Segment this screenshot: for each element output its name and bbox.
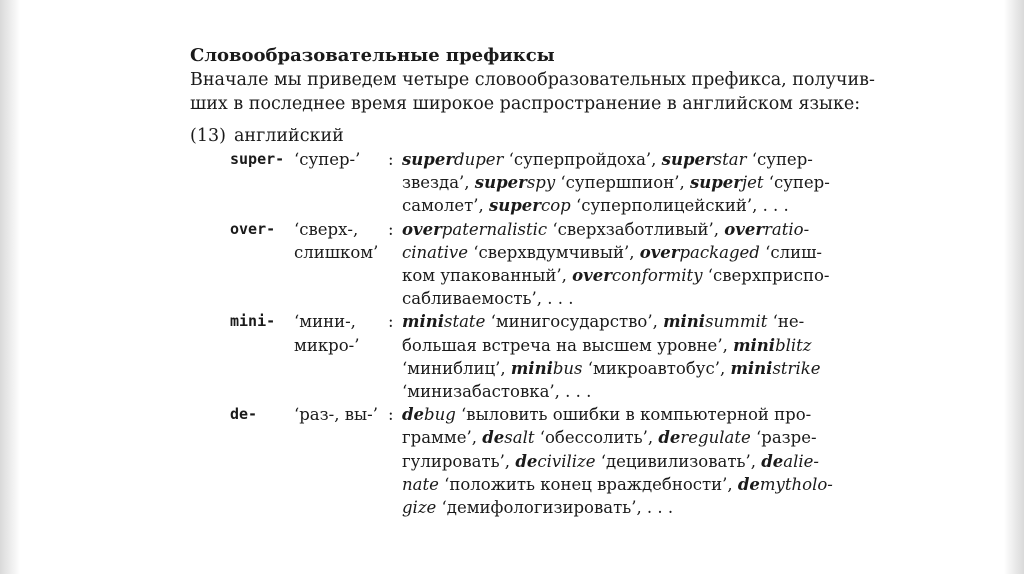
intro-line: Вначале мы приведем четыре словообразовательных префикса, получив- bbox=[190, 70, 875, 90]
example-line bbox=[402, 473, 850, 496]
prefix-gloss bbox=[294, 310, 388, 403]
example-number: (13) bbox=[190, 126, 226, 146]
example-word bbox=[511, 359, 583, 378]
gloss-text: ‘не- bbox=[767, 312, 805, 332]
prefix-term: de- bbox=[230, 405, 258, 424]
gloss-line: микро-’ bbox=[294, 335, 360, 355]
word-prefix: de bbox=[761, 451, 784, 471]
example-word bbox=[663, 312, 767, 331]
intro-paragraph bbox=[190, 68, 875, 116]
word-stem: bus bbox=[552, 358, 583, 378]
word-prefix: mini bbox=[733, 335, 776, 355]
word-stem: ratio- bbox=[764, 219, 810, 239]
gloss-text: ‘суперполицейский’, . . . bbox=[570, 196, 789, 216]
word-stem: conformity bbox=[611, 266, 703, 286]
example-line bbox=[402, 357, 850, 380]
example-word bbox=[402, 405, 456, 424]
prefix-term: over- bbox=[230, 219, 276, 238]
word-prefix: super bbox=[488, 196, 541, 216]
word-prefix: de bbox=[658, 428, 681, 448]
colon-separator: : bbox=[388, 312, 394, 332]
colon-separator: : bbox=[388, 219, 394, 239]
word-prefix: mini bbox=[663, 312, 706, 332]
word-prefix: over bbox=[402, 219, 442, 239]
example-line bbox=[402, 218, 850, 241]
word-prefix: over bbox=[572, 266, 612, 286]
word-stem: blitz bbox=[775, 335, 812, 355]
word-stem: regulate bbox=[680, 428, 751, 448]
gloss-text: ком упакованный’, bbox=[402, 266, 573, 286]
word-prefix: super bbox=[474, 173, 527, 193]
gloss-text: ‘положить конец враждебности’, bbox=[438, 474, 738, 494]
example-word bbox=[738, 475, 833, 494]
example-line bbox=[402, 450, 850, 473]
word-stem: summit bbox=[705, 312, 768, 332]
example-header bbox=[190, 124, 850, 148]
gloss-text: ‘суперпройдоха’, bbox=[503, 150, 662, 169]
gloss-text: ‘демифологизировать’, . . . bbox=[436, 498, 674, 518]
example-line bbox=[402, 194, 850, 217]
gloss-text: гулировать’, bbox=[402, 451, 516, 471]
gloss-line: ‘сверх-, bbox=[294, 219, 359, 239]
example-word bbox=[662, 150, 747, 169]
prefix-gloss bbox=[294, 403, 388, 519]
gloss-text: звезда’, bbox=[402, 173, 475, 193]
prefix-term: mini- bbox=[230, 312, 276, 331]
gloss-text: ‘сверхвдумчивый’, bbox=[467, 242, 640, 262]
prefix-row bbox=[230, 218, 850, 311]
example-line bbox=[402, 426, 850, 449]
gloss-text: ‘супер- bbox=[763, 173, 830, 193]
example-line bbox=[402, 287, 850, 310]
prefix-row bbox=[230, 310, 850, 403]
colon-separator: : bbox=[388, 405, 394, 425]
word-prefix: super bbox=[402, 150, 455, 169]
word-prefix: over bbox=[724, 219, 765, 239]
example-line bbox=[402, 403, 850, 426]
word-prefix: de bbox=[402, 405, 425, 425]
word-stem: duper bbox=[454, 150, 504, 169]
colon-separator: : bbox=[388, 150, 394, 169]
word-prefix: mini bbox=[510, 358, 553, 378]
example-line bbox=[402, 334, 850, 357]
right-frame-edge bbox=[1004, 0, 1024, 574]
word-prefix: de bbox=[482, 428, 505, 448]
left-frame-edge bbox=[0, 0, 20, 574]
example-word bbox=[402, 498, 436, 517]
gloss-text: сабливаемость’, . . . bbox=[402, 289, 574, 309]
gloss-text: ‘сверхзаботливый’, bbox=[547, 219, 725, 239]
example-word bbox=[730, 359, 820, 378]
word-prefix: de bbox=[737, 474, 760, 494]
prefix-term: super- bbox=[230, 150, 285, 168]
gloss-text: ‘минизабастовка’, . . . bbox=[402, 382, 592, 402]
example-line bbox=[402, 241, 850, 264]
example-line bbox=[402, 496, 850, 519]
example-language: английский bbox=[234, 126, 344, 146]
example-word bbox=[489, 196, 571, 215]
prefix-examples bbox=[402, 148, 850, 218]
word-prefix: super bbox=[661, 150, 714, 169]
example-word bbox=[724, 220, 809, 239]
word-stem: nate bbox=[402, 474, 439, 494]
word-stem: bug bbox=[424, 405, 456, 425]
gloss-text: ‘миниблиц’, bbox=[402, 358, 511, 378]
example-word bbox=[640, 243, 760, 262]
example-word bbox=[482, 428, 534, 447]
prefix-examples bbox=[402, 218, 850, 311]
intro-line: ших в последнее время широкое распространение в английском языке: bbox=[190, 94, 861, 114]
gloss-text: ‘супершпион’, bbox=[555, 173, 690, 193]
prefix-examples bbox=[402, 403, 850, 519]
word-stem: mytholo- bbox=[759, 474, 833, 494]
gloss-line: ‘мини-, bbox=[294, 312, 356, 332]
example-line bbox=[402, 148, 850, 171]
prefix-row bbox=[230, 148, 850, 218]
example-line bbox=[402, 264, 850, 287]
gloss-text: ‘выловить ошибки в компьютерной про- bbox=[455, 405, 812, 425]
gloss-line: слишком’ bbox=[294, 242, 379, 262]
example-line bbox=[402, 171, 850, 194]
prefix-examples bbox=[402, 310, 850, 403]
gloss-text: ‘сверхприспо- bbox=[702, 266, 830, 286]
word-prefix: mini bbox=[730, 358, 773, 378]
word-stem: state bbox=[444, 312, 486, 332]
example-word bbox=[402, 312, 485, 331]
word-stem: civilize bbox=[537, 451, 596, 471]
gloss-text: ‘децивилизовать’, bbox=[595, 451, 762, 471]
gloss-text: ‘обессолить’, bbox=[534, 428, 659, 448]
word-stem: cinative bbox=[402, 242, 468, 262]
example-line bbox=[402, 310, 850, 333]
word-stem: star bbox=[713, 150, 747, 169]
example-word bbox=[690, 173, 764, 192]
gloss-text: самолет’, bbox=[402, 196, 489, 216]
gloss-text: грамме’, bbox=[402, 428, 483, 448]
prefix-table bbox=[230, 148, 850, 519]
word-stem: cop bbox=[540, 196, 571, 216]
example-word bbox=[515, 452, 595, 471]
gloss-line: ‘супер-’ bbox=[294, 150, 361, 169]
gloss-line: ‘раз-, вы-’ bbox=[294, 405, 378, 425]
word-prefix: super bbox=[689, 173, 742, 193]
prefix-gloss bbox=[294, 148, 388, 218]
word-stem: salt bbox=[504, 428, 535, 448]
gloss-text: ‘микроавтобус’, bbox=[582, 358, 731, 378]
word-prefix: over bbox=[639, 242, 680, 262]
gloss-text: большая встреча на высшем уровне’, bbox=[402, 335, 734, 355]
document-page bbox=[190, 44, 875, 519]
example-word bbox=[761, 452, 819, 471]
example-line bbox=[402, 380, 850, 403]
example-word bbox=[402, 220, 547, 239]
word-stem: packaged bbox=[679, 242, 760, 262]
word-stem: paternalistic bbox=[441, 219, 548, 239]
word-stem: gize bbox=[402, 498, 437, 518]
example-word bbox=[733, 336, 811, 355]
word-stem: spy bbox=[526, 173, 556, 193]
gloss-text: ‘супер- bbox=[746, 150, 813, 169]
example-word bbox=[658, 428, 750, 447]
example-word bbox=[572, 266, 702, 285]
prefix-gloss bbox=[294, 218, 388, 311]
word-prefix: de bbox=[515, 451, 538, 471]
section-heading: Словообразовательные префиксы bbox=[190, 45, 555, 66]
word-stem: alie- bbox=[783, 451, 819, 471]
example-word bbox=[475, 173, 555, 192]
gloss-text: ‘разре- bbox=[750, 428, 817, 448]
word-stem: jet bbox=[741, 173, 764, 193]
gloss-text: ‘минигосударство’, bbox=[485, 312, 664, 332]
example-word bbox=[402, 475, 439, 494]
word-stem: strike bbox=[772, 358, 821, 378]
example-word bbox=[402, 150, 503, 169]
word-prefix: mini bbox=[402, 312, 444, 332]
example-word bbox=[402, 243, 468, 262]
gloss-text: ‘слиш- bbox=[759, 242, 822, 262]
prefix-row bbox=[230, 403, 850, 519]
